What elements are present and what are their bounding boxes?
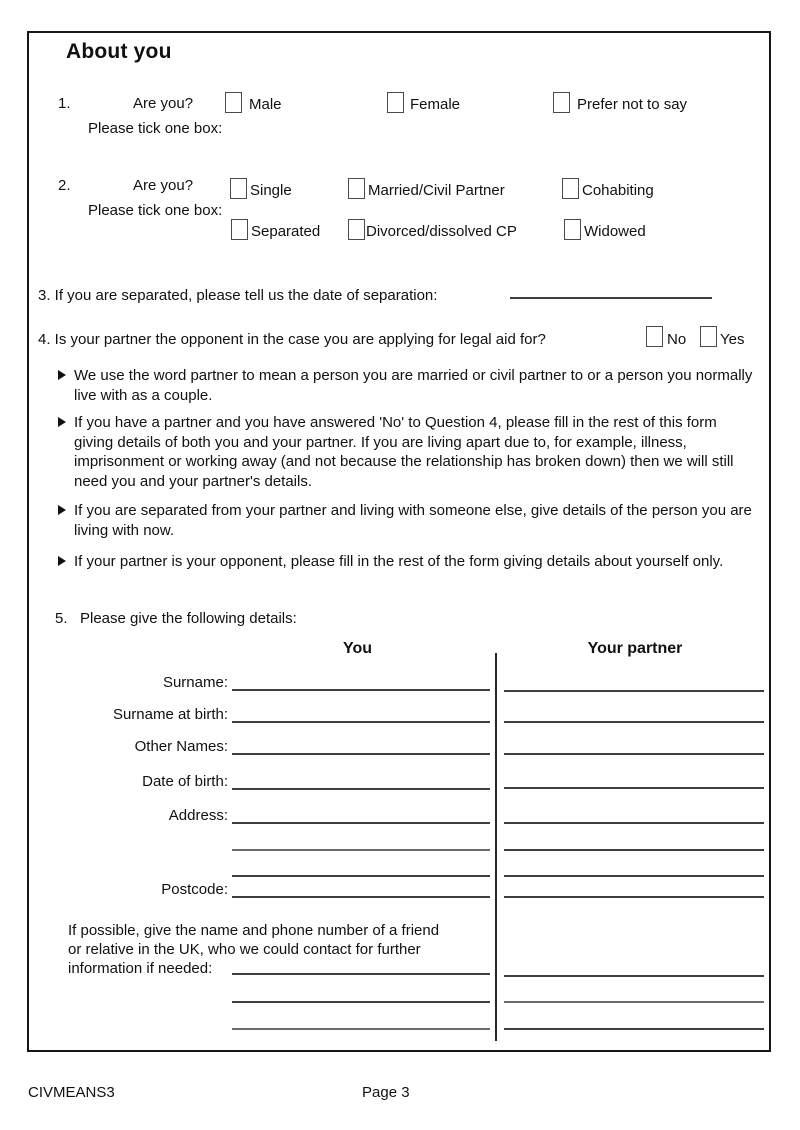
note-bullet-1 [74, 366, 754, 405]
friend-note-line-1: If possible, give the name and phone number of a friend [68, 922, 440, 939]
q1-checkbox-prefer-not-to-say[interactable] [553, 92, 570, 113]
partner-surname-at-birth-field[interactable] [504, 721, 764, 723]
row-label-address: Address: [168, 807, 228, 824]
q2-checkbox-cohabiting[interactable] [562, 178, 579, 199]
q2-number: 2. [58, 177, 71, 194]
you-address-field-line3[interactable] [232, 875, 490, 877]
q4-text: 4. Is your partner the opponent in the case you are applying for legal aid for? [38, 331, 546, 348]
q2-checkbox-separated[interactable] [231, 219, 248, 240]
q2-option-cohabiting-label: Cohabiting [582, 182, 654, 199]
page-number: Page 3 [362, 1084, 410, 1101]
partner-other-names-field[interactable] [504, 753, 764, 755]
q1-option-male-label: Male [249, 96, 282, 113]
note-bullet-3 [74, 501, 754, 540]
partner-address-field-line2[interactable] [504, 849, 764, 851]
q1-number: 1. [58, 95, 71, 112]
bullet-triangle-icon [58, 370, 66, 380]
row-label-postcode: Postcode: [161, 881, 228, 898]
partner-surname-field[interactable] [504, 690, 764, 692]
note-bullet-4 [74, 552, 754, 572]
you-address-field-line2[interactable] [232, 849, 490, 851]
row-label-other-names: Other Names: [134, 738, 228, 755]
row-label-date-of-birth: Date of birth: [142, 773, 228, 790]
q3-text: 3. If you are separated, please tell us the date of separation: [38, 287, 438, 304]
note-bullet-4-text: If your partner is your opponent, please fill in the rest of the form giving details about yourself only. [74, 553, 724, 570]
q1-option-prefer-label: Prefer not to say [577, 96, 688, 113]
q4-option-no-label: No [667, 331, 687, 348]
note-bullet-1-text: We use the word partner to mean a person you are married or civil partner to or a person you normally live with as a couple. [74, 367, 753, 404]
friend-note-line-2: or relative in the UK, who we could contact for further [68, 941, 421, 958]
q2-option-separated-label: Separated [251, 223, 321, 240]
q4-checkbox-no[interactable] [646, 326, 663, 347]
partner-address-field-line1[interactable] [504, 822, 764, 824]
you-friend-contact-field-line1[interactable] [232, 973, 490, 975]
column-divider [495, 653, 497, 1041]
partner-address-field-line3[interactable] [504, 875, 764, 877]
q4-checkbox-yes[interactable] [700, 326, 717, 347]
partner-friend-contact-field-line1[interactable] [504, 975, 764, 977]
q2-checkbox-single[interactable] [230, 178, 247, 199]
you-surname-field[interactable] [232, 689, 490, 691]
row-label-surname-at-birth: Surname at birth: [112, 706, 228, 723]
q4-option-yes-label: Yes [720, 331, 745, 348]
column-header-your-partner: Your partner [587, 640, 683, 657]
note-bullet-2 [74, 413, 754, 491]
form-code: CIVMEANS3 [28, 1084, 115, 1101]
q2-checkbox-divorced-dissolved-cp[interactable] [348, 219, 365, 240]
q1-instruction: Please tick one box: [88, 120, 223, 137]
you-postcode-field[interactable] [232, 896, 490, 898]
you-date-of-birth-field[interactable] [232, 788, 490, 790]
q1-checkbox-female[interactable] [387, 92, 404, 113]
q2-option-divorced-label: Divorced/dissolved CP [366, 223, 517, 240]
partner-date-of-birth-field[interactable] [504, 787, 764, 789]
partner-postcode-field[interactable] [504, 896, 764, 898]
you-friend-contact-field-line2[interactable] [232, 1001, 490, 1003]
note-bullet-2-text: If you have a partner and you have answered 'No' to Question 4, please fill in the rest of this form giving details of both you and your partner. If you are living apart due to, for example, illness, imprisonment or working away (and not because the relationship has broken down) then we will still need you and your partner's details. [74, 414, 734, 490]
you-surname-at-birth-field[interactable] [232, 721, 490, 723]
partner-friend-contact-field-line3[interactable] [504, 1028, 764, 1030]
row-label-surname: Surname: [162, 674, 228, 691]
bullet-triangle-icon [58, 556, 66, 566]
bullet-triangle-icon [58, 505, 66, 515]
q2-checkbox-widowed[interactable] [564, 219, 581, 240]
you-other-names-field[interactable] [232, 753, 490, 755]
q2-checkbox-married-civil-partner[interactable] [348, 178, 365, 199]
page-title: About you [66, 40, 172, 63]
bullet-triangle-icon [58, 417, 66, 427]
you-address-field-line1[interactable] [232, 822, 490, 824]
q1-question: Are you? [133, 95, 194, 112]
friend-note-line-3: information if needed: [68, 960, 213, 977]
q1-checkbox-male[interactable] [225, 92, 242, 113]
q3-date-of-separation-field[interactable] [510, 297, 712, 299]
q2-option-married-label: Married/Civil Partner [368, 182, 505, 199]
partner-friend-contact-field-line2[interactable] [504, 1001, 764, 1003]
you-friend-contact-field-line3[interactable] [232, 1028, 490, 1030]
q5-number: 5. [55, 610, 68, 627]
q2-question: Are you? [133, 177, 194, 194]
column-header-you: You [342, 640, 373, 657]
q5-text: Please give the following details: [80, 610, 297, 627]
q2-instruction: Please tick one box: [88, 202, 223, 219]
note-bullet-3-text: If you are separated from your partner and living with someone else, give details of the person you are living with now. [74, 502, 752, 539]
q1-option-female-label: Female [410, 96, 461, 113]
q2-option-single-label: Single [250, 182, 292, 199]
q2-option-widowed-label: Widowed [584, 223, 646, 240]
